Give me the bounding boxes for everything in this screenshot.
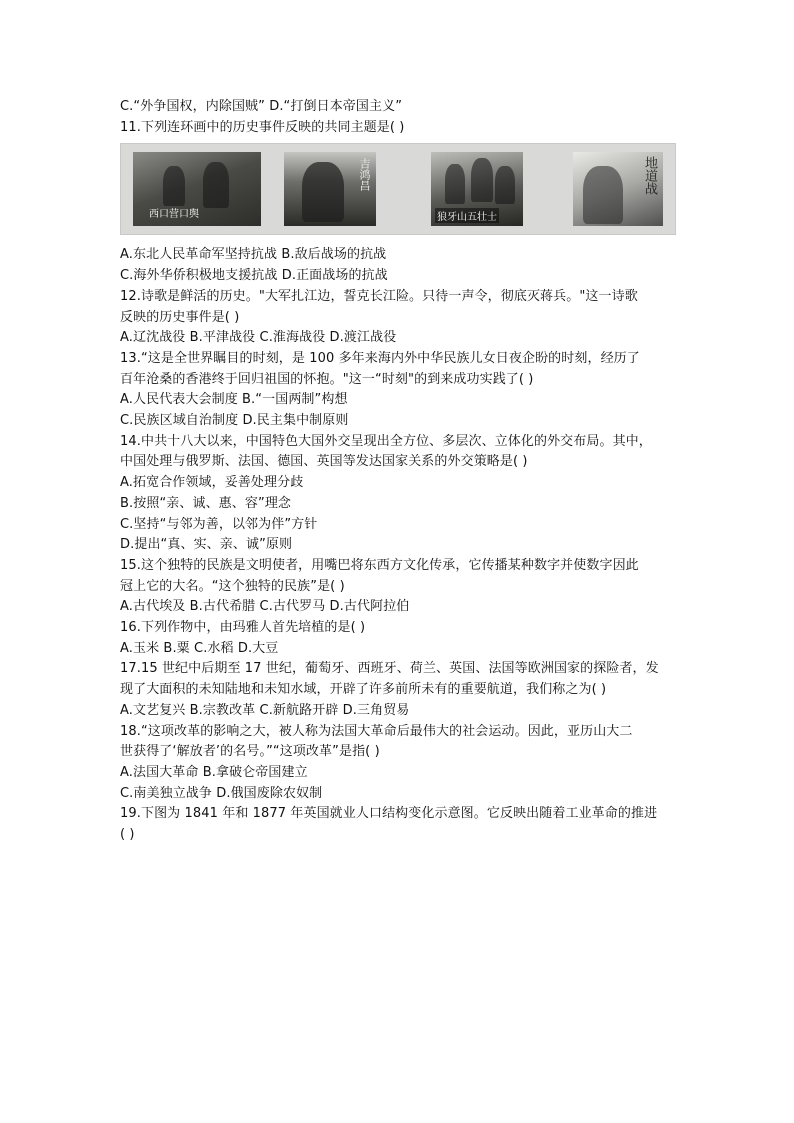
- q15-options: A.古代埃及 B.古代希腊 C.古代罗马 D.古代阿拉伯: [120, 599, 410, 615]
- q17-stem: 17.15 世纪中后期至 17 世纪，葡萄牙、西班牙、荷兰、英国、法国等欧洲国家的探险者，发: [120, 661, 659, 677]
- q11-options-cd: C.海外华侨积极地支援抗战 D.正面战场的抗战: [120, 268, 388, 284]
- comic-panel-2: [284, 152, 376, 226]
- q13-stem: 13.“这是全世界瞩目的时刻，是 100 多年来海内外中华民族儿女日夜企盼的时刻，经历了: [120, 350, 640, 366]
- q11-options-ab: A.东北人民革命军坚持抗战 B.敌后战场的抗战: [120, 247, 387, 263]
- q11-stem: 11.下列连环画中的历史事件反映的共同主题是( ): [120, 119, 405, 135]
- q10-options: C.“外争国权，内除国贼” D.“打倒日本帝国主义”: [120, 99, 403, 114]
- q13-stem-cont: 百年沧桑的香港终于回归祖国的怀抱。"这一“时刻"的到来成功实践了( ): [120, 371, 534, 387]
- q19-stem: 19.下图为 1841 年和 1877 年英国就业人口结构变化示意图。它反映出随着工业革命的推进: [120, 806, 658, 822]
- q14-option-a: A.拓宽合作领域，妥善处理分歧: [120, 475, 304, 491]
- q16-options: A.玉米 B.粟 C.水稻 D.大豆: [120, 640, 279, 656]
- q13-options-cd: C.民族区域自治制度 D.民主集中制原则: [120, 413, 349, 429]
- q12-stem-cont: 反映的历史事件是( ): [120, 309, 240, 325]
- comic-panel-1: [133, 152, 261, 226]
- comic-strip-image: [120, 143, 676, 235]
- q16-stem: 16.下列作物中，由玛雅人首先培植的是( ): [120, 620, 366, 636]
- q15-stem: 15.这个独特的民族是文明使者，用嘴巴将东西方文化传承，它传播某种数字并使数字因此: [120, 557, 639, 573]
- q17-options: A.文艺复兴 B.宗教改革 C.新航路开辟 D.三角贸易: [120, 702, 410, 718]
- comic-panel-3: [431, 152, 523, 226]
- q18-options-ab: A.法国大革命 B.拿破仑帝国建立: [120, 764, 308, 780]
- q14-option-c: C.坚持“与邻为善，以邻为伴”方针: [120, 516, 318, 532]
- comic-panel-4: [573, 152, 663, 226]
- q18-options-cd: C.南美独立战争 D.俄国废除农奴制: [120, 785, 323, 801]
- q17-stem-cont: 现了大面积的未知陆地和未知水域，开辟了许多前所未有的重要航道，我们称之为( ): [120, 682, 607, 698]
- q12-options: A.辽沈战役 B.平津战役 C.淮海战役 D.渡江战役: [120, 330, 397, 346]
- q14-stem-cont: 中国处理与俄罗斯、法国、德国、英国等发达国家关系的外交策略是( ): [120, 454, 528, 470]
- q18-stem-cont: 世获得了‘解放者’的名号。”“这项改革”是指( ): [120, 744, 380, 760]
- q14-stem: 14.中共十八大以来，中国特色大国外交呈现出全方位、多层次、立体化的外交布局。其中，: [120, 433, 652, 449]
- q19-stem-cont: ( ): [120, 827, 135, 843]
- q14-option-b: B.按照“亲、诚、惠、容”理念: [120, 495, 292, 511]
- comic-panel-2-caption: 吉鸿昌: [358, 158, 371, 192]
- q18-stem: 18.“这项改革的影响之大，被人称为法国大革命后最伟大的社会运动。因此，亚历山大二: [120, 723, 633, 739]
- comic-panel-4-caption: 地道战: [642, 156, 657, 196]
- q14-option-d: D.提出“真、实、亲、诚”原则: [120, 537, 293, 553]
- comic-panel-1-caption: 西口营口舆: [149, 209, 199, 221]
- q13-options-ab: A.人民代表大会制度 B.“一国两制”构想: [120, 392, 348, 408]
- q15-stem-cont: 冠上它的大名。“这个独特的民族”是( ): [120, 578, 345, 594]
- comic-panel-3-caption: 狼牙山五壮士: [435, 208, 499, 223]
- q12-stem: 12.诗歌是鲜活的历史。"大军扎江边，誓克长江险。只待一声令，彻底灭蒋兵。"这一诗歌: [120, 288, 638, 304]
- question-content: [120, 97, 680, 846]
